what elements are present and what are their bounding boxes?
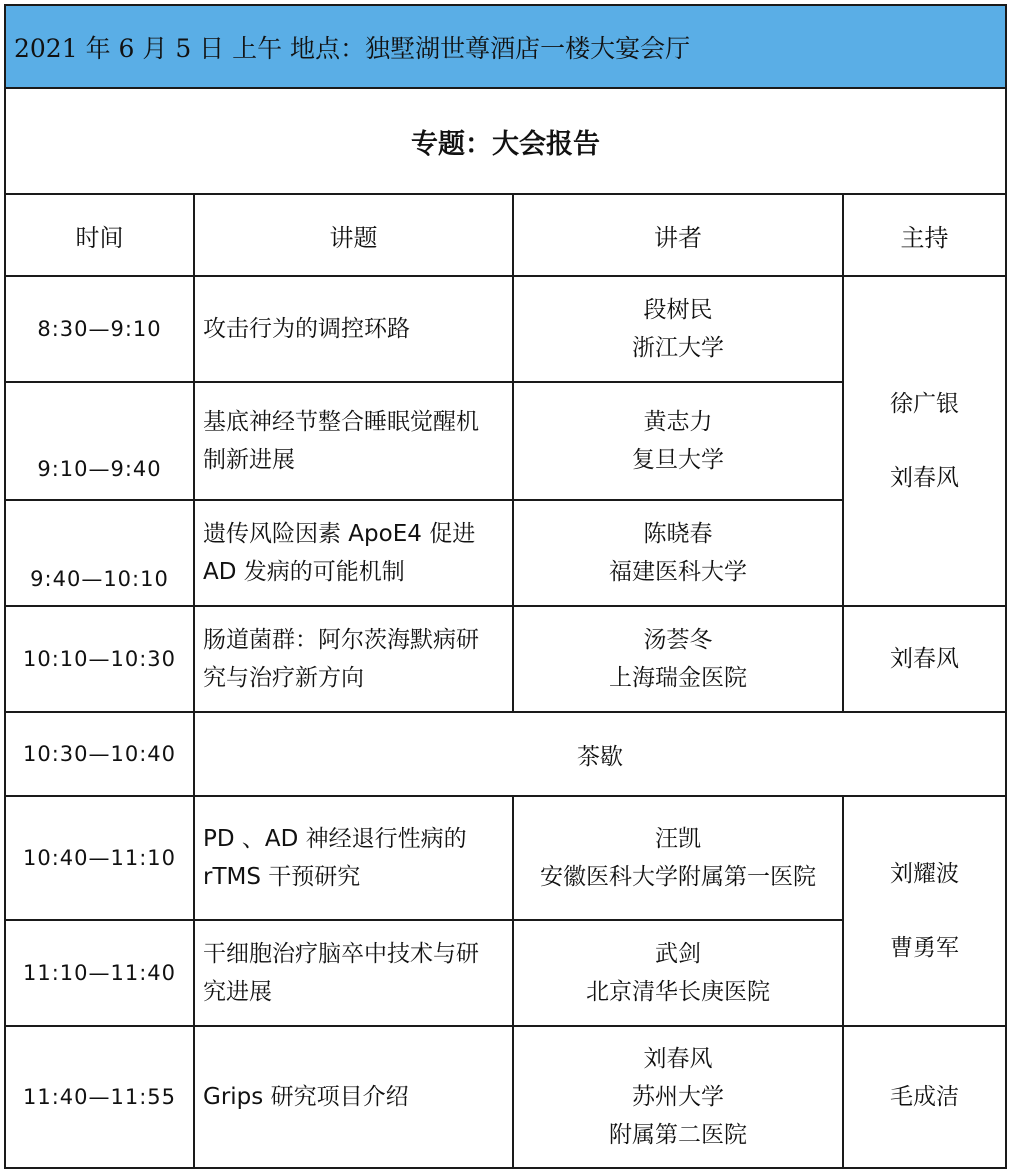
talk-cell	[194, 1026, 513, 1168]
host-cell	[843, 796, 1006, 1026]
talk-cell	[194, 382, 513, 500]
host-cell	[843, 606, 1006, 712]
speaker-cell	[513, 796, 843, 920]
host-name: 刘耀波	[890, 861, 959, 887]
speaker-name: 段树民	[643, 297, 713, 323]
column-header-speaker: 讲者	[513, 194, 843, 276]
talk-cell	[194, 606, 513, 712]
speaker-affiliation: 上海瑞金医院	[609, 665, 747, 691]
speaker-affiliation: 安徽医科大学附属第一医院	[540, 864, 816, 890]
table-row	[5, 276, 1006, 382]
time-cell: 10:10—10:30	[5, 606, 194, 712]
speaker-name: 汤荟冬	[643, 627, 713, 653]
talk-title: 干细胞治疗脑卒中技术与研	[203, 941, 479, 967]
talk-title: 基底神经节整合睡眠觉醒机	[203, 409, 479, 435]
table-row	[5, 796, 1006, 920]
time-cell: 10:40—11:10	[5, 796, 194, 920]
time-cell: 11:40—11:55	[5, 1026, 194, 1168]
time-cell: 10:30—10:40	[5, 712, 194, 796]
talk-title: PD 、AD 神经退行性病的	[203, 826, 467, 852]
time-cell: 11:10—11:40	[5, 920, 194, 1026]
column-header-time: 时间	[5, 194, 194, 276]
speaker-cell	[513, 920, 843, 1026]
speaker-cell	[513, 606, 843, 712]
speaker-affiliation: 附属第二医院	[609, 1122, 747, 1148]
host-cell	[843, 1026, 1006, 1168]
speaker-name: 陈晓春	[643, 521, 713, 547]
talk-title: 究进展	[203, 979, 272, 1005]
speaker-name: 武剑	[655, 941, 701, 967]
speaker-name: 黄志力	[643, 409, 713, 435]
speaker-cell	[513, 276, 843, 382]
schedule-table	[4, 4, 1007, 1169]
speaker-cell	[513, 382, 843, 500]
talk-title: 攻击行为的调控环路	[203, 316, 410, 342]
host-cell	[843, 276, 1006, 606]
table-row	[5, 1026, 1006, 1168]
host-name: 刘春风	[890, 646, 959, 672]
speaker-cell	[513, 500, 843, 606]
table-row	[5, 606, 1006, 712]
break-label: 茶歇	[194, 712, 1006, 796]
column-header-host: 主持	[843, 194, 1006, 276]
host-name: 徐广银	[890, 391, 959, 417]
talk-title: rTMS 干预研究	[203, 864, 361, 890]
talk-cell	[194, 276, 513, 382]
break-row	[5, 712, 1006, 796]
speaker-affiliation: 福建医科大学	[609, 559, 747, 585]
speaker-affiliation: 北京清华长庚医院	[586, 979, 770, 1005]
host-name: 刘春风	[890, 465, 959, 491]
column-header-talk: 讲题	[194, 194, 513, 276]
speaker-name: 刘春风	[643, 1046, 713, 1072]
speaker-cell	[513, 1026, 843, 1168]
talk-title: Grips 研究项目介绍	[203, 1084, 409, 1110]
talk-title: 遗传风险因素 ApoE4 促进	[203, 521, 476, 547]
topic-title: 专题：大会报告	[5, 88, 1006, 194]
host-name: 毛成洁	[890, 1084, 959, 1110]
talk-title: AD 发病的可能机制	[203, 559, 405, 585]
talk-cell	[194, 500, 513, 606]
talk-title: 究与治疗新方向	[203, 665, 364, 691]
time-cell: 8:30—9:10	[5, 276, 194, 382]
speaker-affiliation: 浙江大学	[632, 335, 724, 361]
talk-title: 制新进展	[203, 447, 295, 473]
speaker-name: 汪凯	[655, 826, 701, 852]
talk-title: 肠道菌群：阿尔茨海默病研	[203, 627, 479, 653]
speaker-affiliation: 苏州大学	[632, 1084, 724, 1110]
talk-cell	[194, 920, 513, 1026]
speaker-affiliation: 复旦大学	[632, 447, 724, 473]
session-header: 2021 年 6 月 5 日 上午 地点：独墅湖世尊酒店一楼大宴会厅	[5, 5, 1006, 88]
talk-cell	[194, 796, 513, 920]
time-cell: 9:10—9:40	[5, 382, 194, 500]
host-name: 曹勇军	[890, 935, 959, 961]
time-cell: 9:40—10:10	[5, 500, 194, 606]
